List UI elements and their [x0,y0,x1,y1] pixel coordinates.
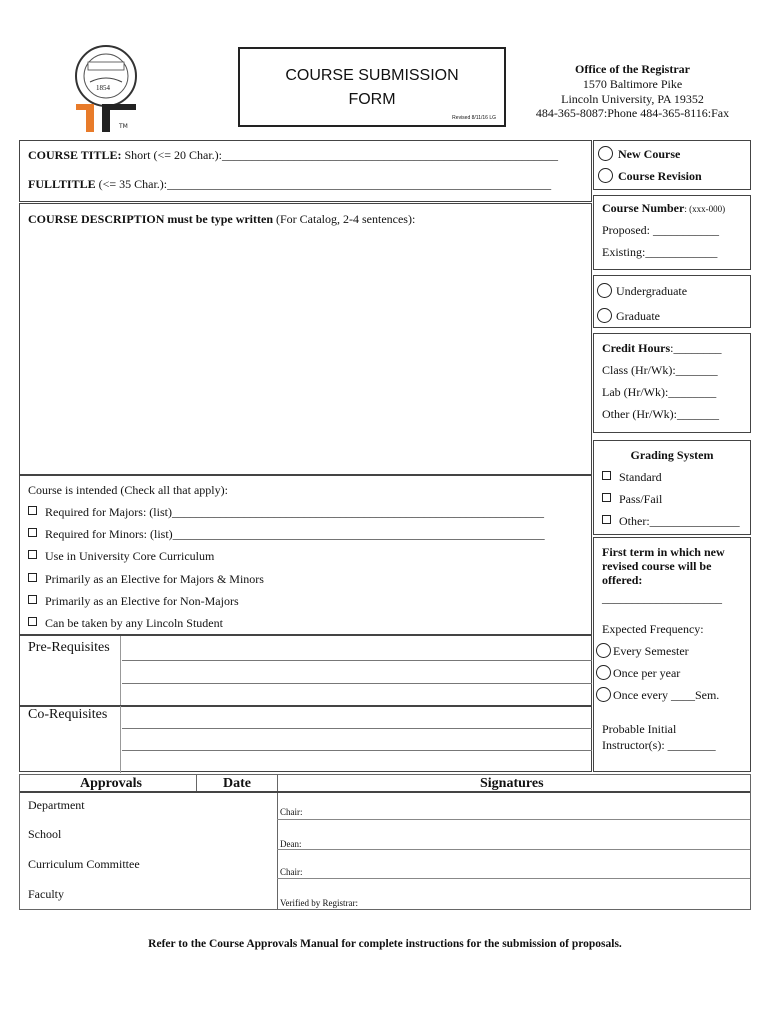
course-intended-label: Course is intended (Check all that apply): [28,483,228,497]
course-revision-label: Course Revision [618,169,702,183]
grading-other-option[interactable] [602,514,740,528]
undergraduate-radio[interactable] [597,283,612,298]
required-minors-option[interactable] [28,527,545,541]
new-course-radio[interactable] [598,146,613,161]
elective-majors-label: Primarily as an Elective for Majors & Minors [45,572,264,586]
class-hours-field[interactable]: Class (Hr/Wk):_______ [602,363,718,377]
grading-system-label: Grading System [630,448,714,462]
office-name: Office of the Registrar [575,62,690,76]
approval-sig-department[interactable]: Chair: [280,807,303,817]
credit-hours-field[interactable] [602,341,721,355]
approval-row-curriculum: Curriculum Committee [28,857,140,871]
approval-sig-curriculum[interactable]: Chair: [280,867,303,877]
checkbox-icon [602,493,611,502]
short-title-hint: Short (<= 20 Char.):________________________________________________________ [124,148,559,162]
required-minors-label: Required for Minors: (list)______________________________________________________________ [45,527,545,541]
footer-note: Refer to the Course Approvals Manual for complete instructions for the submission of proposals. [148,938,622,950]
course-description-hint: (For Catalog, 2-4 sentences): [276,212,416,226]
checkbox-icon [602,515,611,524]
graduate-label: Graduate [616,309,660,323]
corequisites-divider [120,706,121,773]
grading-other-label: Other:_______________ [619,514,740,528]
prerequisites-divider [120,636,121,708]
first-term-line1: First term in which new [602,545,725,559]
course-type-box [593,140,751,190]
course-title-box [19,140,592,202]
approvals-row-line [277,819,750,820]
once-every-radio[interactable] [596,687,611,702]
approval-row-department: Department [28,798,85,812]
graduate-radio[interactable] [597,308,612,323]
full-title-label: FULLTITLE [28,177,96,191]
date-header: Date [223,776,251,791]
checkbox-icon [28,617,37,626]
core-curriculum-label: Use in University Core Curriculum [45,549,215,563]
every-semester-label: Every Semester [613,644,689,658]
full-title-field[interactable] [28,177,551,191]
checkbox-icon [28,573,37,582]
corequisites-label: Co-Requisites [28,707,108,722]
course-description-title: COURSE DESCRIPTION must be type written [28,212,274,226]
svg-text:TM: TM [119,123,128,130]
expected-frequency-label: Expected Frequency: [602,622,704,636]
lab-hours-field[interactable]: Lab (Hr/Wk):________ [602,385,717,399]
prerequisites-line[interactable] [122,683,592,684]
any-student-label: Can be taken by any Lincoln Student [45,616,223,630]
course-intended-box [19,475,592,635]
corequisites-line[interactable] [122,728,592,729]
grading-passfail-option[interactable] [602,492,662,506]
checkbox-icon [28,595,37,604]
grading-standard-option[interactable] [602,470,662,484]
course-number-title: Course Number [602,201,685,215]
elective-majors-option[interactable] [28,572,264,586]
prerequisites-box [19,635,592,707]
first-term-line2: revised course will be [602,559,712,573]
approvals-header: Approvals [80,776,142,791]
elective-nonmajors-option[interactable] [28,594,239,608]
logo-year: 1854 [96,84,110,92]
instructor-field[interactable]: Instructor(s): ________ [602,738,716,752]
first-term-field[interactable]: ____________________ [602,591,722,605]
corequisites-line[interactable] [122,750,592,751]
approval-row-school: School [28,827,62,841]
core-curriculum-option[interactable] [28,549,214,563]
approvals-col-divider [196,775,197,791]
approvals-table [19,774,751,910]
grading-system-box [593,440,751,535]
credit-hours-label: Credit Hours [602,341,671,355]
once-every-label: Once every ____Sem. [613,688,720,702]
required-majors-option[interactable] [28,505,544,519]
checkbox-icon [28,550,37,559]
title-box [238,47,506,127]
once-per-year-label: Once per year [613,666,681,680]
course-title-label: COURSE TITLE: [28,148,122,162]
approvals-header-line [20,791,750,793]
checkbox-icon [602,471,611,480]
form-title-line1: COURSE SUBMISSION [285,67,459,84]
first-term-line3: offered: [602,573,643,587]
existing-number-field[interactable]: Existing:____________ [602,245,718,259]
checkbox-icon [28,528,37,537]
approval-sig-school[interactable]: Dean: [280,839,302,849]
approval-sig-faculty[interactable]: Verified by Registrar: [280,898,358,908]
signatures-header: Signatures [480,776,544,791]
office-city: Lincoln University, PA 19352 [561,92,704,106]
level-box [593,275,751,328]
approvals-row-line [277,849,750,850]
office-phone: 484-365-8087:Phone 484-365-8116:Fax [535,106,730,120]
once-per-year-radio[interactable] [596,665,611,680]
corequisites-box [19,705,592,772]
course-number-hint: : (xxx-000) [684,204,726,214]
other-hours-field[interactable]: Other (Hr/Wk):_______ [602,407,719,421]
prerequisites-label: Pre-Requisites [28,640,110,655]
full-title-hint: (<= 35 Char.):________________________________________________________________ [98,177,552,191]
credit-hours-box [593,333,751,433]
office-address: 1570 Baltimore Pike [582,77,683,91]
university-logo [72,40,142,135]
any-student-option[interactable] [28,616,223,630]
undergraduate-label: Undergraduate [616,284,688,298]
course-number-label [602,201,725,216]
required-majors-label: Required for Majors: (list)______________________________________________________________ [45,505,544,519]
elective-nonmajors-label: Primarily as an Elective for Non-Majors [45,594,239,608]
course-description-box[interactable] [19,203,592,475]
credit-hours-blank: :________ [670,341,722,355]
every-semester-radio[interactable] [596,643,611,658]
proposed-number-field[interactable]: Proposed: ___________ [602,223,719,237]
course-description-label [28,212,415,226]
approvals-col-divider [277,775,278,909]
form-title-line2: FORM [348,91,396,108]
instructor-line1: Probable Initial [602,722,677,736]
approval-row-faculty: Faculty [28,887,64,901]
new-course-label: New Course [618,147,681,161]
approvals-row-line [277,878,750,879]
prerequisites-line[interactable] [122,660,592,661]
checkbox-icon [28,506,37,515]
term-frequency-box [593,537,751,772]
course-revision-radio[interactable] [598,168,613,183]
grading-passfail-label: Pass/Fail [619,492,663,506]
course-number-box [593,195,751,270]
grading-standard-label: Standard [619,470,662,484]
short-title-field[interactable] [28,148,558,162]
revised-note: Revised 8/11/16 LG [452,115,496,121]
